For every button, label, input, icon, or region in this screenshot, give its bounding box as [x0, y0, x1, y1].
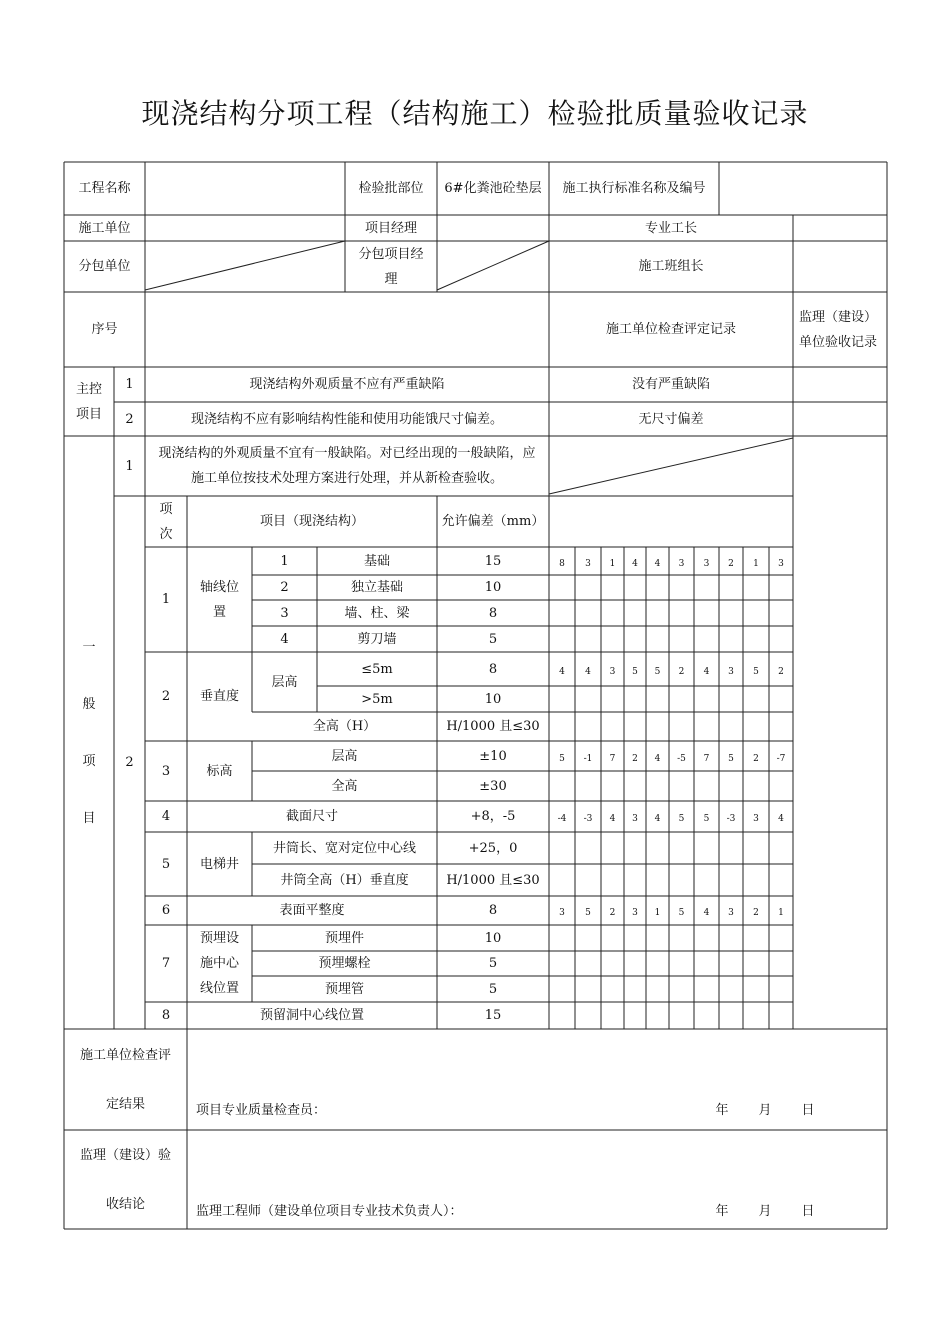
general-label-char: 项: [82, 753, 96, 769]
measured-value: -7: [776, 753, 786, 764]
foreman-label: 专业工长: [644, 220, 697, 236]
supervision-result-label-line: 收结论: [105, 1196, 145, 1212]
constructor-month: 月: [758, 1102, 772, 1118]
general-item1-no: 1: [125, 458, 134, 474]
engineer-label: 监理工程师（建设单位项目专业技术负责人）：: [196, 1203, 463, 1219]
row-item: 预埋件: [324, 930, 364, 946]
group6-no: 6: [161, 903, 171, 918]
main-control-result: 没有严重缺陷: [631, 377, 710, 392]
row-tolerance: 8: [488, 605, 498, 621]
sub-head-item: 项目（现浇结构）: [259, 514, 364, 529]
measured-value: 5: [753, 666, 759, 677]
measured-value: 5: [654, 666, 661, 677]
row-index: 1: [280, 553, 289, 569]
row-index: 4: [280, 631, 289, 647]
row-tolerance: 8: [488, 661, 498, 677]
general-label: [64, 436, 114, 1029]
group2-sub: 层高: [271, 674, 298, 690]
row-index: 2: [280, 580, 289, 595]
measured-value: 3: [703, 558, 710, 569]
measured-value: 2: [778, 666, 784, 677]
measured-value: 8: [559, 558, 565, 569]
row-tolerance: +25，0: [468, 840, 518, 856]
supervision-year: 年: [715, 1203, 729, 1219]
measured-value: 5: [585, 908, 591, 918]
measured-value: 3: [585, 558, 591, 569]
seq-label: 序号: [91, 322, 118, 337]
measured-value: 2: [753, 753, 759, 764]
group1-name: 轴线位置: [199, 579, 239, 620]
measured-value: 4: [703, 666, 710, 677]
row-item: 层高: [331, 748, 358, 764]
row-tolerance: 15: [484, 553, 502, 569]
measured-value: 3: [728, 666, 734, 677]
supervision-day: 日: [801, 1203, 815, 1219]
row-item: 独立基础: [350, 580, 403, 595]
measured-value: 4: [632, 558, 638, 569]
row-item: 井筒长、宽对定位中心线: [272, 840, 416, 856]
measured-value: 5: [728, 753, 734, 764]
group3-name: 标高: [206, 763, 233, 779]
measured-value: 4: [703, 908, 710, 918]
row-item: 预埋螺栓: [318, 956, 371, 971]
row-tolerance: +8，-5: [470, 809, 516, 824]
measured-value: 7: [609, 753, 616, 764]
measured-value: 3: [678, 558, 685, 569]
measured-value: 3: [753, 814, 759, 824]
measured-value: -5: [677, 753, 686, 764]
supervision-result-label-line: 监理（建设）验: [79, 1147, 171, 1163]
row-tolerance: 5: [488, 981, 498, 997]
measured-value: 7: [703, 753, 710, 764]
group1-no: 1: [161, 592, 171, 607]
group4-no: 4: [161, 809, 171, 824]
group7-no: 7: [161, 956, 171, 971]
row-tolerance: ±10: [479, 748, 507, 764]
batch-part-value: 6#化粪池砼垫层: [444, 181, 542, 196]
measured-value: 4: [654, 753, 661, 764]
measured-value: 2: [678, 666, 685, 677]
group2-no: 2: [161, 689, 171, 704]
measured-value: 4: [654, 814, 661, 824]
general-label-char: 般: [82, 696, 96, 712]
constructor-day: 日: [801, 1102, 815, 1118]
main-control-result: 无尺寸偏差: [638, 411, 704, 427]
group5-name: 电梯井: [199, 856, 239, 872]
supervision-result-label: [64, 1130, 187, 1229]
check-record-label: 施工单位检查评定记录: [605, 322, 736, 337]
measured-value: 3: [632, 814, 638, 824]
general-label-char: 目: [82, 810, 96, 826]
main-control-no: 2: [125, 411, 134, 427]
general-item1-text: 现浇结构的外观质量不宜有一般缺陷。对已经出现的一般缺陷，应施工单位按技术处理方案进行处理，并从新检查验收。: [158, 446, 536, 486]
measured-value: 4: [609, 814, 616, 824]
measured-value: 2: [753, 908, 759, 918]
row-tolerance: 10: [484, 691, 502, 707]
measured-value: 1: [654, 908, 661, 918]
measured-value: -1: [583, 753, 593, 764]
row-index: 3: [280, 605, 289, 621]
row-tolerance: 10: [484, 930, 502, 946]
row-tolerance: 10: [484, 580, 502, 595]
team-leader-label: 施工班组长: [638, 259, 704, 274]
inspector-label: 项目专业质量检查员：: [196, 1102, 327, 1118]
row-tolerance: 8: [488, 903, 498, 918]
sub-head-no: 项次: [159, 501, 173, 542]
group8-no: 8: [161, 1008, 171, 1023]
constructor-year: 年: [715, 1102, 729, 1118]
supervision-month: 月: [758, 1203, 772, 1219]
measured-value: -3: [726, 814, 736, 824]
row-tolerance: H/1000 且≤30: [446, 719, 540, 734]
measured-value: 2: [609, 908, 616, 918]
measured-value: 1: [753, 558, 759, 569]
measured-value: 5: [632, 666, 638, 677]
measured-value: -3: [583, 814, 593, 824]
row-item: >5m: [361, 691, 393, 707]
measured-value: 3: [609, 666, 616, 677]
measured-value: 3: [632, 908, 638, 918]
sub-head-tol: 允许偏差（mm）: [441, 514, 545, 529]
measured-value: 5: [678, 814, 685, 824]
general-label-char: 一: [82, 639, 96, 655]
row-item: 预留洞中心线位置: [259, 1008, 364, 1023]
measured-value: 1: [609, 558, 616, 569]
row-item: 剪刀墙: [357, 631, 397, 647]
page-title: 现浇结构分项工程（结构施工）检验批质量验收记录: [141, 97, 809, 130]
measured-value: -4: [557, 814, 567, 824]
row-tolerance: ±30: [479, 778, 507, 794]
measured-value: 1: [778, 908, 784, 918]
general-item2-no: 2: [125, 755, 134, 770]
subcontractor-label: 分包单位: [78, 259, 131, 274]
row-tolerance: H/1000 且≤30: [446, 872, 540, 888]
constructor-result-label-line: 施工单位检查评: [79, 1047, 171, 1063]
row-tolerance: 15: [484, 1008, 502, 1023]
group2-name: 垂直度: [199, 689, 239, 704]
measured-value: 3: [778, 558, 784, 569]
main-control-text: 现浇结构不应有影响结构性能和使用功能饿尺寸偏差。: [190, 411, 503, 427]
row-item: 预埋管: [324, 981, 364, 997]
measured-value: 3: [559, 908, 565, 918]
project-name-label: 工程名称: [78, 181, 131, 196]
measured-value: 4: [559, 666, 565, 677]
main-control-text: 现浇结构外观质量不应有严重缺陷: [249, 377, 445, 392]
row-item: 表面平整度: [279, 903, 345, 918]
row-item: 全高: [331, 778, 358, 794]
group7-name: 预埋设施中心线位置: [199, 931, 239, 996]
batch-part-label: 检验批部位: [358, 181, 424, 196]
measured-value: 4: [654, 558, 661, 569]
row-tolerance: 5: [488, 631, 498, 647]
constructor-result-label-line: 定结果: [105, 1096, 145, 1112]
measured-value: 5: [703, 814, 710, 824]
row-item: 井筒全高（H）垂直度: [280, 872, 409, 888]
row-item: 基础: [363, 553, 390, 569]
row-tolerance: 5: [488, 956, 498, 971]
measured-value: 5: [559, 753, 565, 764]
main-control-label: 主控项目: [75, 381, 102, 422]
measured-value: 3: [728, 908, 734, 918]
main-control-no: 1: [125, 377, 134, 392]
measured-value: 4: [778, 814, 784, 824]
row-item: 截面尺寸: [285, 809, 338, 824]
constructor-label: 施工单位: [78, 220, 131, 236]
measured-value: 2: [728, 558, 734, 569]
sub-pm-label: 分包项目经理: [358, 246, 424, 287]
measured-value: 5: [678, 908, 685, 918]
row-item: ≤5m: [361, 661, 393, 677]
supervision-label: 监理（建设）单位验收记录: [799, 309, 878, 350]
measured-value: 4: [585, 666, 591, 677]
group3-no: 3: [161, 763, 171, 779]
constructor-result-label: [64, 1029, 187, 1130]
pm-label: 项目经理: [364, 220, 417, 236]
measured-value: 2: [632, 753, 638, 764]
row-item: 全高（H）: [312, 719, 377, 734]
row-item: 墙、柱、梁: [344, 605, 410, 621]
group5-no: 5: [161, 856, 171, 872]
standard-label: 施工执行标准名称及编号: [562, 181, 706, 196]
